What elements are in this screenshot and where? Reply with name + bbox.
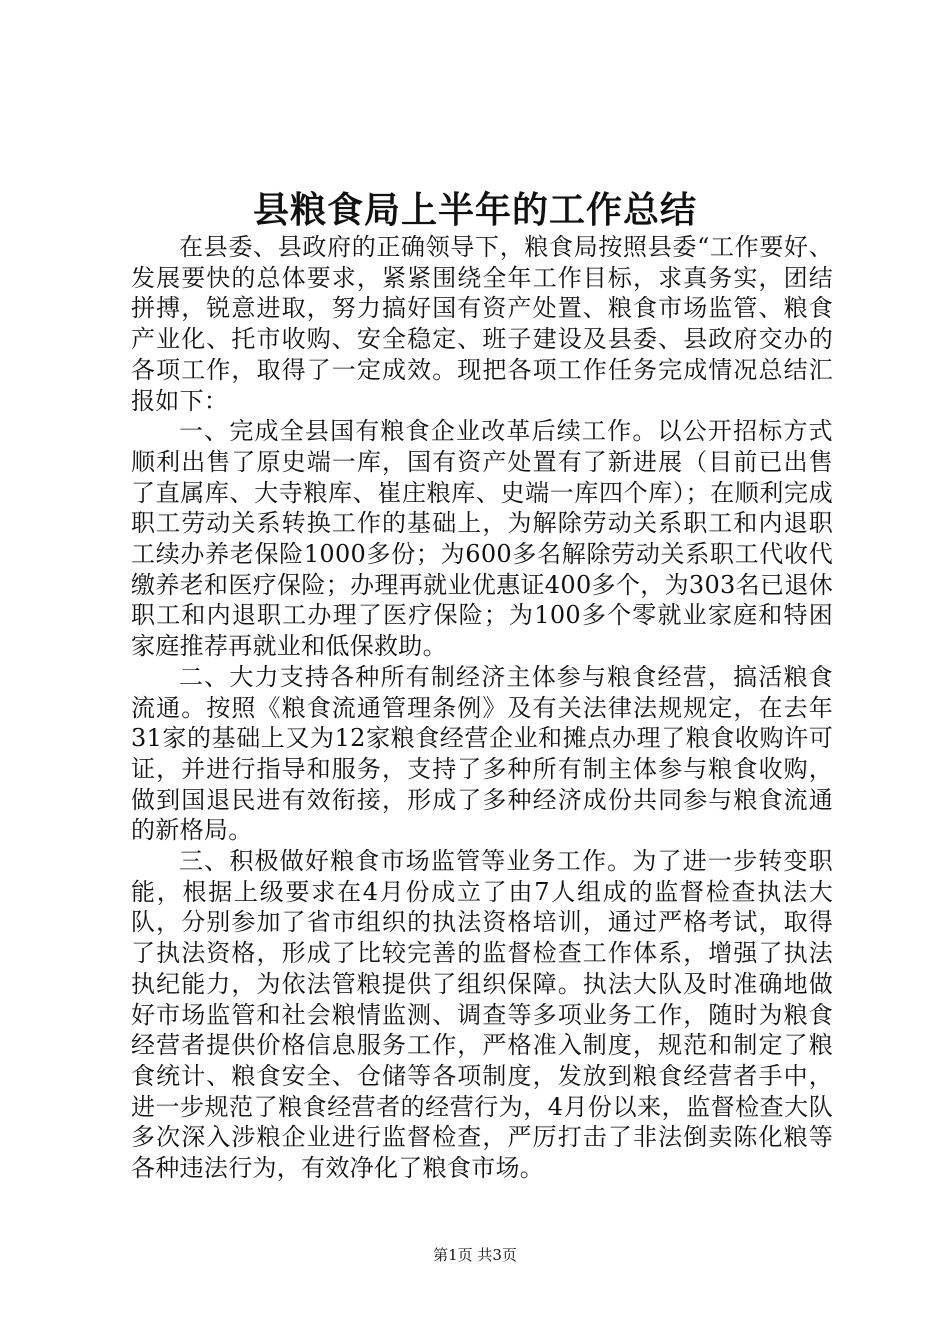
document-title: 县粮食局上半年的工作总结: [252, 189, 697, 231]
page-number-footer: 第1页 共3页: [433, 1246, 517, 1264]
paragraph-intro: 在县委、县政府的正确领导下，粮食局按照县委“工作要好、发展要快的总体要求，紧紧围绕全年工作目标，求真务实，团结拼搏，锐意进取，努力搞好国有资产处置、粮食市场监管、粮食产业化、托市收购、安全稳定、班子建设及县委、县政府交办的各项工作，取得了一定成效。现把各项工作任务完成情况总结汇报如下：: [131, 233, 833, 415]
paragraph-section-1: 一、完成全县国有粮食企业改革后续工作。以公开招标方式顺利出售了原史端一库，国有资产处置有了新进展（目前已出售了直属库、大寺粮库、崔庄粮库、史端一库四个库）；在顺利完成职工劳动关系转换工作的基础上，为解除劳动关系职工和内退职工续办养老保险1000多份；为600多名解除劳动关系职工代收代缴养老和医疗保险；办理再就业优惠证400多个，为303名已退休职工和内退职工办理了医疗保险；为100多个零就业家庭和特困家庭推荐再就业和低保救助。: [131, 417, 833, 661]
document-body: [131, 232, 833, 1184]
paragraph-section-2: 二、大力支持各种所有制经济主体参与粮食经营，搞活粮食流通。按照《粮食流通管理条例》及有关法律法规规定，在去年31家的基础上又为12家粮食经营企业和摊点办理了粮食收购许可证，并进行指导和服务，支持了多种所有制主体参与粮食收购，做到国退民进有效衔接，形成了多种经济成份共同参与粮食流通的新格局。: [131, 662, 833, 845]
paragraph-section-3: 三、积极做好粮食市场监管等业务工作。为了进一步转变职能，根据上级要求在4月份成立了由7人组成的监督检查执法大队，分别参加了省市组织的执法资格培训，通过严格考试，取得了执法资格，形成了比较完善的监督检查工作体系，增强了执法执纪能力，为依法管粮提供了组织保障。执法大队及时准确地做好市场监管和社会粮情监测、调查等多项业务工作，随时为粮食经营者提供价格信息服务工作，严格准入制度，规范和制定了粮食统计、粮食安全、仓储等各项制度，发放到粮食经营者手中，进一步规范了粮食经营者的经营行为，4月份以来，监督检查大队多次深入涉粮企业进行监督检查，严厉打击了非法倒卖陈化粮等各种违法行为，有效净化了粮食市场。: [131, 847, 833, 1183]
